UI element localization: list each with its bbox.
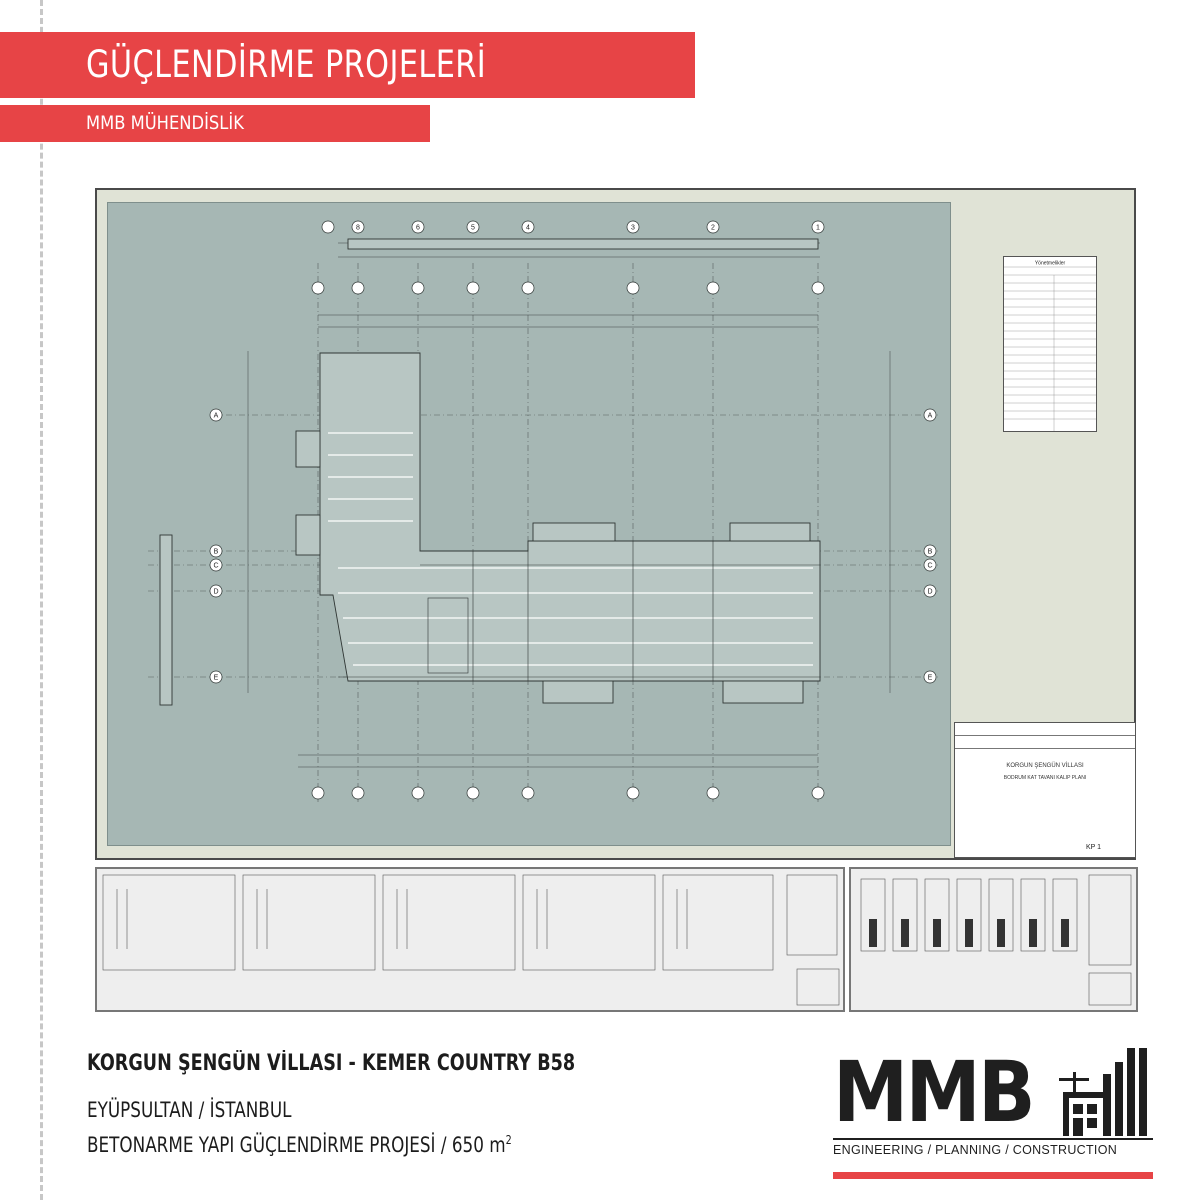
logo-wordmark: MMB: [833, 1043, 1033, 1141]
grid-label-row: D: [213, 588, 219, 596]
area-unit-superscript: 2: [505, 1133, 512, 1147]
header-subtitle: MMB MÜHENDİSLİK: [86, 112, 244, 134]
grid-label-top: 2: [711, 224, 715, 232]
building-crane-icon: [1059, 1048, 1151, 1136]
grid-label-top: 3: [631, 224, 635, 232]
project-title-text: KORGUN ŞENGÜN VİLLASI - KEMER COUNTRY B58: [87, 1051, 576, 1076]
title-block-sheet-name: BODRUM KAT TAVANI KALIP PLANI: [1003, 775, 1087, 781]
title-block: [954, 722, 1136, 858]
grid-label-row: A: [213, 412, 219, 420]
detail-sheet-1-drawing: [97, 869, 843, 1010]
title-block-project: KORGUN ŞENGÜN VİLLASI: [1006, 763, 1084, 769]
mmb-logo: [833, 1040, 1153, 1184]
grid-label-top: 1: [816, 224, 820, 232]
header-title: GÜÇLENDİRME PROJELERİ: [86, 43, 487, 86]
detail-sheet-2-drawing: [851, 869, 1136, 1010]
revision-row: [955, 736, 1135, 749]
grid-label-row: B: [213, 548, 219, 556]
floor-plan-svg: [108, 203, 950, 845]
grid-label-top: 4: [526, 224, 530, 232]
plan-area: [107, 202, 951, 846]
regulations-table-lines: [1004, 257, 1096, 431]
grid-label-row: C: [927, 562, 933, 570]
grid-label-row: E: [927, 674, 933, 682]
dashed-margin-line: [40, 0, 43, 1200]
title-block-sheet-code: KP 1: [1085, 844, 1101, 851]
logo-accent-bar: [833, 1172, 1153, 1179]
building-outline: [160, 239, 820, 705]
formwork-plan-drawing: [95, 188, 1136, 860]
header-banner: [0, 32, 695, 98]
grid-label-row: C: [213, 562, 219, 570]
grid-label-row: E: [213, 674, 219, 682]
project-type-text: BETONARME YAPI GÜÇLENDİRME PROJESİ / 650 m: [87, 1133, 506, 1157]
grid-label-row: A: [927, 412, 933, 420]
regulations-table: [1003, 256, 1097, 432]
project-location: [87, 1098, 343, 1122]
regulations-title: Yönetmelikler: [1034, 260, 1066, 267]
grid-label-row: B: [927, 548, 933, 556]
grid-label-row: D: [927, 588, 933, 596]
project-title: [87, 1051, 697, 1076]
project-location-text: EYÜPSULTAN / İSTANBUL: [87, 1098, 292, 1122]
project-type: [87, 1133, 618, 1157]
detail-sheet-1: [95, 867, 845, 1012]
logo-tagline: ENGINEERING / PLANNING / CONSTRUCTION: [833, 1138, 1153, 1157]
subheader-banner: [0, 105, 430, 142]
grid-label-top: 6: [416, 224, 420, 232]
grid-bubbles: [210, 221, 936, 799]
grid-label-top: 5: [471, 224, 475, 232]
detail-sheet-2: [849, 867, 1138, 1012]
grid-label-top: 8: [356, 224, 360, 232]
revision-row: [955, 723, 1135, 736]
